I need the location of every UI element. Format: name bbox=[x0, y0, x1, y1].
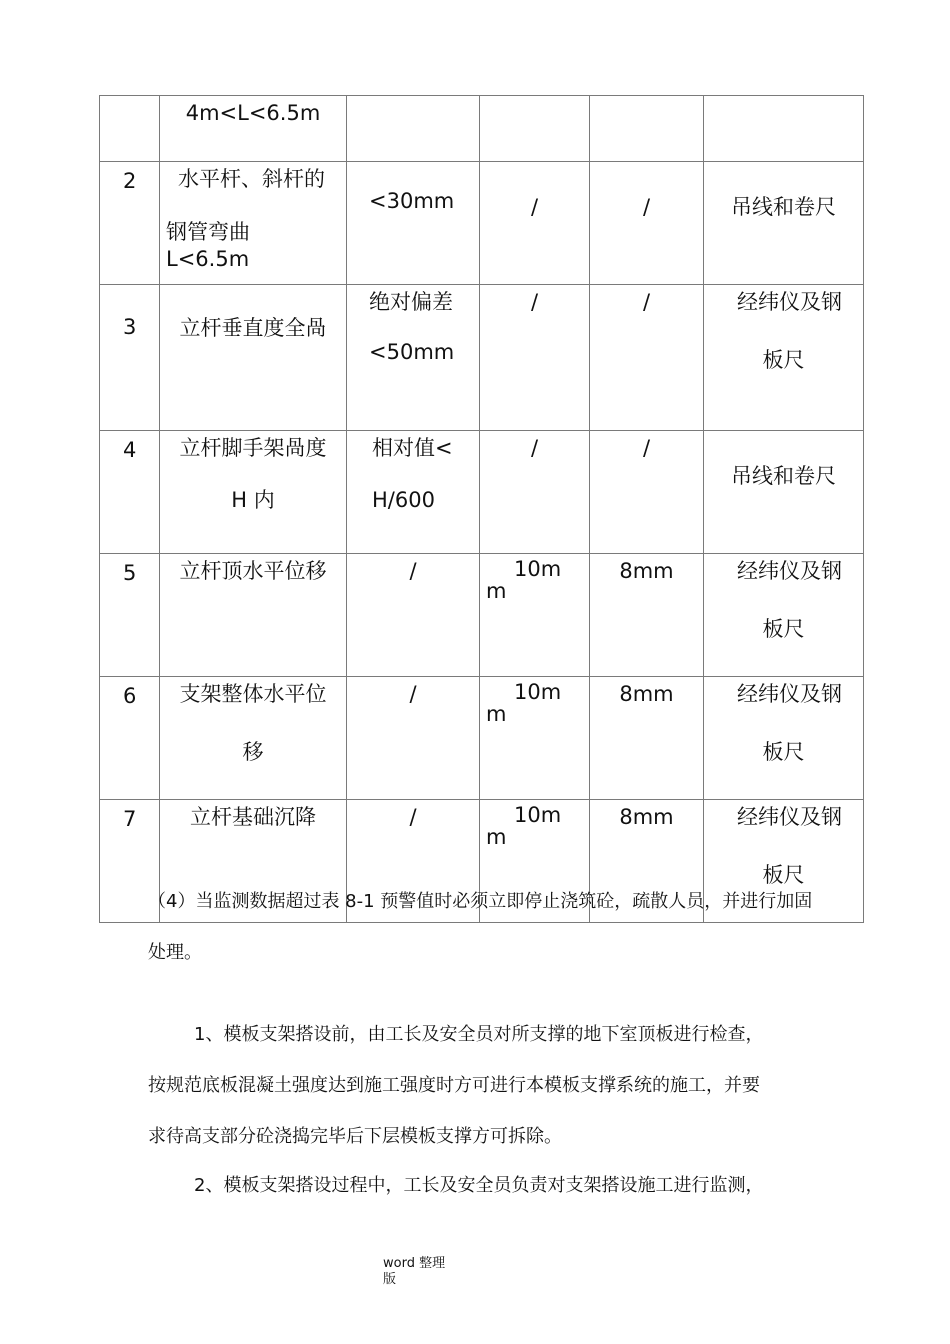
page-footer bbox=[383, 1256, 463, 1289]
value-cell: / bbox=[480, 162, 590, 285]
paragraph-1-line-2: 按规范底板混凝土强度达到施工强度时方可进行本模板支撑系统的施工，并要 bbox=[148, 1075, 760, 1096]
method-cell: 经纬仪及钢 板尺 bbox=[704, 554, 864, 677]
row-number bbox=[100, 96, 160, 162]
row-number: 3 bbox=[100, 285, 160, 431]
value-cell: 8mm bbox=[590, 554, 704, 677]
table-row bbox=[100, 162, 864, 285]
limit-cell bbox=[347, 96, 480, 162]
method-cell: 经纬仪及钢 板尺 bbox=[704, 677, 864, 800]
footer-line-2: 版 bbox=[383, 1272, 397, 1288]
value-cell bbox=[590, 96, 704, 162]
paragraph-1-line-1: 1、模板支架搭设前，由工长及安全员对所支撑的地下室顶板进行检查， bbox=[194, 1024, 764, 1045]
row-number: 7 bbox=[100, 800, 160, 923]
item-cell: 立杆基础沉降 bbox=[160, 800, 347, 923]
method-cell: 经纬仪及钢 板尺 bbox=[704, 285, 864, 431]
value-cell bbox=[480, 96, 590, 162]
paragraph-1-line-3: 求待高支部分砼浇捣完毕后下层模板支撑方可拆除。 bbox=[148, 1126, 562, 1147]
limit-cell: 相对值< H/600 bbox=[347, 431, 480, 554]
method-cell: 经纬仪及钢 板尺 bbox=[704, 800, 864, 923]
method-cell: 吊线和卷尺 bbox=[704, 431, 864, 554]
method-cell bbox=[704, 96, 864, 162]
row-number: 4 bbox=[100, 431, 160, 554]
limit-cell: 绝对偏差 <50mm bbox=[347, 285, 480, 431]
value-cell: 8mm bbox=[590, 800, 704, 923]
value-cell: / bbox=[480, 431, 590, 554]
paragraph-4-line-2: 处理。 bbox=[148, 942, 202, 963]
monitoring-table bbox=[99, 95, 864, 923]
item-cell: 4m<L<6.5m bbox=[160, 96, 347, 162]
paragraph-2-line-1: 2、模板支架搭设过程中，工长及安全员负责对支架搭设施工进行监测， bbox=[194, 1175, 764, 1196]
footer-line-1: word 整理 bbox=[383, 1256, 446, 1271]
table-row bbox=[100, 677, 864, 800]
item-cell: 立杆垂直度全咼 bbox=[160, 285, 347, 431]
method-cell: 吊线和卷尺 bbox=[704, 162, 864, 285]
item-cell: 立杆顶水平位移 bbox=[160, 554, 347, 677]
value-cell: / bbox=[480, 285, 590, 431]
limit-cell: / bbox=[347, 677, 480, 800]
item-cell: 水平杆、斜杆的 钢管弯曲 L<6.5m bbox=[160, 162, 347, 285]
item-cell: 支架整体水平位 移 bbox=[160, 677, 347, 800]
paragraph-4-line-1: （4）当监测数据超过表 8-1 预警值时必须立即停止浇筑砼，疏散人员，并进行加固 bbox=[148, 891, 813, 912]
limit-cell: / bbox=[347, 554, 480, 677]
table-row bbox=[100, 96, 864, 162]
value-cell: 10m m bbox=[480, 677, 590, 800]
table-row bbox=[100, 554, 864, 677]
table-row bbox=[100, 285, 864, 431]
item-cell: 立杆脚手架咼度 H 内 bbox=[160, 431, 347, 554]
value-cell: / bbox=[590, 431, 704, 554]
value-cell: 10m m bbox=[480, 800, 590, 923]
row-number: 5 bbox=[100, 554, 160, 677]
limit-cell: <30mm bbox=[347, 162, 480, 285]
table-row bbox=[100, 431, 864, 554]
value-cell: / bbox=[590, 285, 704, 431]
limit-cell: / bbox=[347, 800, 480, 923]
row-number: 6 bbox=[100, 677, 160, 800]
value-cell: / bbox=[590, 162, 704, 285]
value-cell: 10m m bbox=[480, 554, 590, 677]
value-cell: 8mm bbox=[590, 677, 704, 800]
row-number: 2 bbox=[100, 162, 160, 285]
